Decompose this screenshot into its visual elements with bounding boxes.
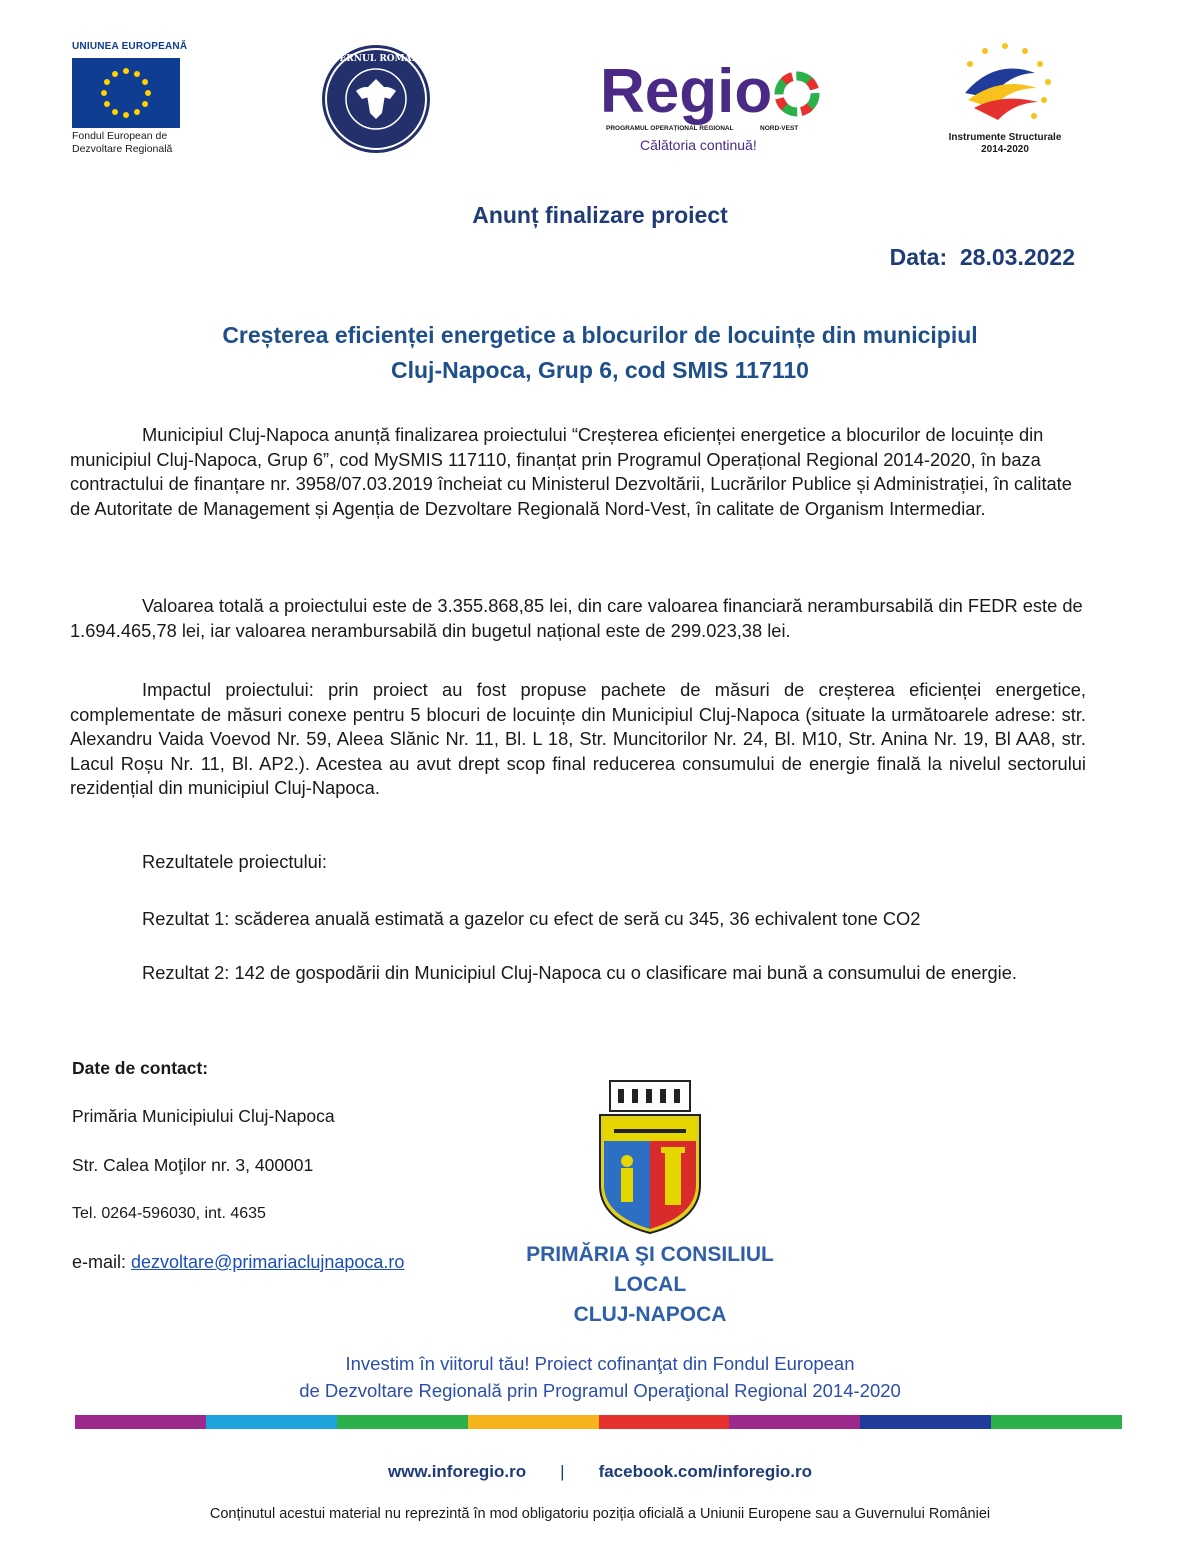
is-label-line2: 2014-2020 bbox=[981, 144, 1029, 155]
cluj-coat-of-arms bbox=[590, 1075, 710, 1235]
contact-email-row bbox=[72, 1252, 404, 1273]
contact-heading: Date de contact: bbox=[72, 1058, 209, 1078]
color-stripe-segment bbox=[468, 1415, 599, 1429]
project-subject bbox=[100, 318, 1100, 388]
regio-subtitle-left: PROGRAMUL OPERAȚIONAL REGIONAL bbox=[606, 125, 734, 132]
announcement-title: Anunț finalizare proiect bbox=[472, 202, 728, 228]
footer-slogan bbox=[0, 1350, 1200, 1404]
regio-wordmark: Regio bbox=[600, 60, 773, 126]
city-hall-line1: PRIMĂRIA ŞI CONSILIUL LOCAL bbox=[526, 1243, 774, 1296]
city-hall-label bbox=[490, 1240, 810, 1330]
regio-subtitle-right: NORD-VEST bbox=[760, 125, 799, 132]
color-stripe-segment bbox=[599, 1415, 730, 1429]
eu-star-icon bbox=[134, 71, 140, 77]
contact-email-link[interactable]: dezvoltare@primariaclujnapoca.ro bbox=[131, 1252, 405, 1272]
paragraph-results-heading bbox=[70, 850, 1086, 875]
contact-phone: Tel. 0264-596030, int. 4635 bbox=[72, 1205, 266, 1222]
project-subject-line1: Creșterea eficienței energetice a blocurilor de locuințe din municipiul bbox=[222, 322, 978, 348]
footer-slogan-line2: de Dezvoltare Regională prin Programul Operaţional Regional 2014-2020 bbox=[299, 1380, 901, 1401]
results-heading-text: Rezultatele proiectului: bbox=[142, 851, 327, 872]
eu-fund-line1: Fondul European de bbox=[72, 130, 168, 142]
eu-star-icon bbox=[104, 79, 110, 85]
eu-label: UNIUNEA EUROPEANĂ bbox=[72, 41, 188, 52]
footer-links bbox=[0, 1462, 1200, 1482]
footer-link-separator: | bbox=[560, 1462, 565, 1481]
regio-tagline: Călătoria continuă! bbox=[640, 137, 757, 153]
color-stripe-segment bbox=[337, 1415, 468, 1429]
footer-disclaimer: Conținutul acestui material nu reprezintă în mod obligatoriu poziția oficială a Uniunii Europene sau a Guvernului României bbox=[209, 1506, 991, 1522]
paragraph-result-2 bbox=[70, 961, 1086, 986]
contact-address: Str. Calea Moţilor nr. 3, 400001 bbox=[72, 1155, 314, 1175]
eu-star-icon bbox=[123, 112, 129, 118]
eu-star-icon bbox=[112, 109, 118, 115]
footer-slogan-line1: Investim în viitorul tău! Proiect cofinanţat din Fondul European bbox=[345, 1353, 855, 1374]
result-1-text: Rezultat 1: scăderea anuală estimată a gazelor cu efect de seră cu 345, 36 echivalent tone CO2 bbox=[142, 908, 921, 929]
facebook-link[interactable]: facebook.com/inforegio.ro bbox=[598, 1462, 813, 1481]
color-stripe-segment bbox=[75, 1415, 206, 1429]
eu-star-icon bbox=[145, 90, 151, 96]
announcement-date: Data: 28.03.2022 bbox=[889, 244, 1075, 270]
inforegio-website-link[interactable]: www.inforegio.ro bbox=[387, 1462, 527, 1481]
color-stripe-segment bbox=[991, 1415, 1122, 1429]
structural-instruments-label bbox=[930, 132, 1080, 156]
regio-logo bbox=[600, 60, 830, 160]
paragraph-result-1 bbox=[70, 907, 1086, 932]
color-stripe-segment bbox=[206, 1415, 337, 1429]
eu-star-icon bbox=[134, 109, 140, 115]
project-subject-line2: Cluj-Napoca, Grup 6, cod SMIS 117110 bbox=[391, 357, 809, 383]
gov-seal-text: GUVERNUL ROMÂNIEI bbox=[320, 54, 432, 64]
eu-star-icon bbox=[104, 101, 110, 107]
government-seal-logo bbox=[320, 43, 432, 155]
eu-star-icon bbox=[142, 101, 148, 107]
contact-email-label: e-mail: bbox=[72, 1252, 132, 1272]
paragraph-impact-text: Impactul proiectului: prin proiect au fost propuse pachete de măsuri de creșterea eficienței energetice, complementate de măsuri conexe pentru 5 blocuri de locuințe din Municipiul Cluj-Napoca (situate la următoarele adrese: str. Alexandru Vaida Voevod Nr. 59, Aleea Slănic Nr. 11, Bl. L 18, Str. Muncitorilor Nr. 24, Bl. M10, Str. Anina Nr. 19, Bl AA8, str. Lacul Roșu Nr. 11, Bl. AP2.). Acestea au avut drept scop final reducerea consumului de energie finală la nivelul sectorului rezidențial din municipiul Cluj-Napoca. bbox=[70, 679, 1086, 798]
eu-star-icon bbox=[123, 68, 129, 74]
color-stripe bbox=[75, 1415, 1122, 1429]
paragraph-value bbox=[70, 594, 1086, 643]
eu-star-icon bbox=[101, 90, 107, 96]
eu-star-icon bbox=[112, 71, 118, 77]
eu-stars-icon bbox=[72, 58, 180, 128]
is-label-line1: Instrumente Structurale bbox=[948, 132, 1062, 143]
eu-fund-line2: Dezvoltare Regională bbox=[72, 143, 173, 155]
eu-fund-label bbox=[72, 130, 192, 156]
paragraph-impact bbox=[70, 678, 1086, 801]
contact-organization: Primăria Municipiului Cluj-Napoca bbox=[72, 1106, 335, 1126]
paragraph-announcement bbox=[70, 423, 1086, 521]
color-stripe-segment bbox=[729, 1415, 860, 1429]
eu-star-icon bbox=[142, 79, 148, 85]
paragraph-value-text: Valoarea totală a proiectului este de 3.355.868,85 lei, din care valoarea financiară nerambursabilă din FEDR este de 1.694.465,78 lei, iar valoarea nerambursabilă din bugetul național este de 299.023,38 lei. bbox=[70, 595, 1083, 641]
paragraph-announcement-text: Municipiul Cluj-Napoca anunță finalizarea proiectului “Creșterea eficienței energetice a blocurilor de locuințe din municipiul Cluj-Napoca, Grup 6”, cod MySMIS 117110, finanțat prin Programul Operațional Regional 2014-2020, în baza contractului de finanțare nr. 3958/07.03.2019 încheiat cu Ministerul Dezvoltării, Lucrărilor Publice și Administrației, în calitate de Autoritate de Management și Agenția de Dezvoltare Regională Nord-Vest, în calitate de Organism Intermediar. bbox=[70, 424, 1072, 519]
color-stripe-segment bbox=[860, 1415, 991, 1429]
city-hall-line2: CLUJ-NAPOCA bbox=[573, 1303, 727, 1326]
eu-flag-logo bbox=[72, 58, 180, 128]
result-2-text: Rezultat 2: 142 de gospodării din Municipiul Cluj-Napoca cu o clasificare mai bună a consumului de energie. bbox=[142, 962, 1017, 983]
